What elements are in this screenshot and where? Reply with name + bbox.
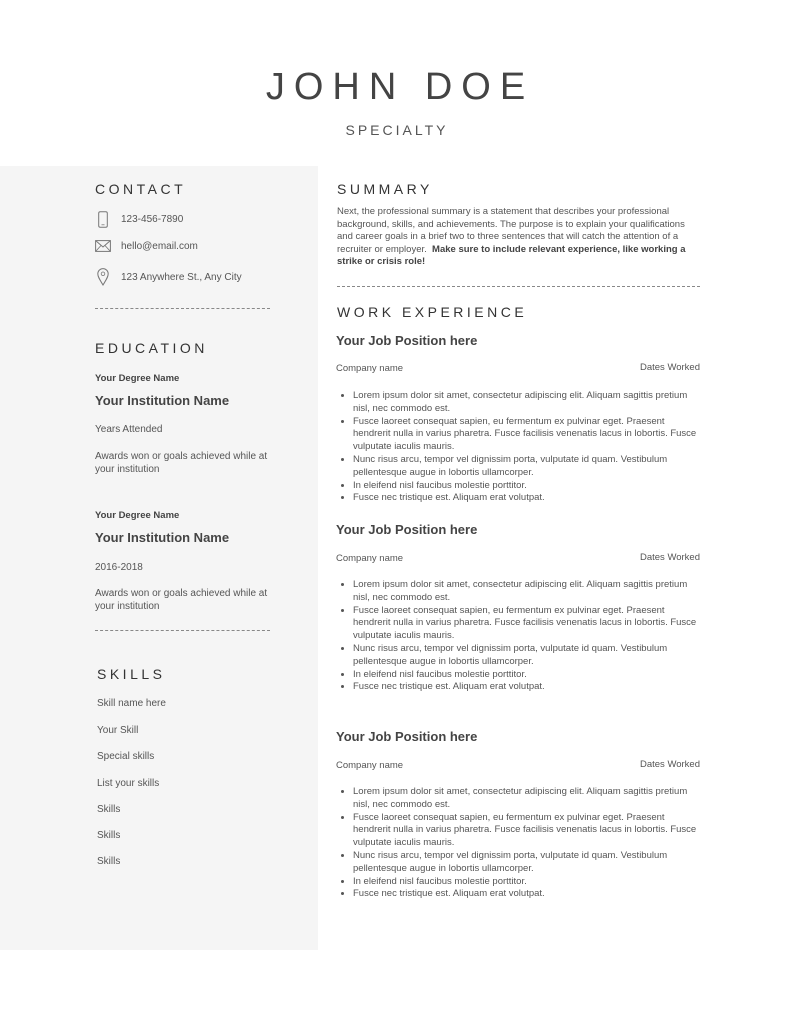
phone-icon <box>95 210 111 228</box>
skill-item: Skill name here <box>97 698 166 709</box>
education-degree: Your Degree Name <box>95 510 180 521</box>
contact-address <box>95 268 242 286</box>
divider <box>95 308 270 309</box>
job-dates: Dates Worked <box>639 552 700 563</box>
contact-phone-text: 123-456-7890 <box>121 213 184 225</box>
job-duty: • Fusce nec tristique est. Aliquam erat volutpat. <box>353 681 698 694</box>
skill-item: Your Skill <box>97 725 139 736</box>
job-position: Your Job Position here <box>336 333 478 348</box>
skill-item: Skills <box>97 804 121 815</box>
job-duties-list <box>340 579 698 694</box>
job-position: Your Job Position here <box>336 522 478 537</box>
summary-heading: SUMMARY <box>337 181 433 197</box>
skill-item: Skills <box>97 856 121 867</box>
education-years: 2016-2018 <box>95 562 143 573</box>
job-duty: • Lorem ipsum dolor sit amet, consectetur adipiscing elit. Aliquam sagittis pretium nisl, nec commodo est. <box>353 390 698 416</box>
job-duty: • Lorem ipsum dolor sit amet, consectetur adipiscing elit. Aliquam sagittis pretium nisl, nec commodo est. <box>353 579 698 605</box>
skill-item: Special skills <box>97 751 155 762</box>
location-pin-icon <box>95 268 111 286</box>
job-duty: • Nunc risus arcu, tempor vel dignissim porta, vulputate id quam. Vestibulum pellentesque augue in lobortis ullamcorper. <box>353 850 698 876</box>
job-duties-list <box>340 390 698 505</box>
job-duty: • Fusce laoreet consequat sapien, eu fermentum ex pulvinar eget. Praesent hendrerit nulla in varius pharetra. Fusce facilisis venenatis lacus in lobortis. Fusce vulputate iaculis mauris. <box>353 605 698 643</box>
education-awards: Awards won or goals achieved while at your institution <box>95 588 268 612</box>
skill-item: Skills <box>97 830 121 841</box>
contact-heading: CONTACT <box>95 181 187 197</box>
contact-phone <box>95 210 183 228</box>
contact-email <box>95 237 198 255</box>
resume-specialty: SPECIALTY <box>345 122 449 138</box>
job-company: Company name <box>336 553 404 564</box>
divider <box>95 630 270 631</box>
job-duty: • In eleifend nisl faucibus molestie porttitor. <box>353 876 698 889</box>
education-institution: Your Institution Name <box>95 393 230 408</box>
job-position: Your Job Position here <box>336 729 478 744</box>
education-years: Years Attended <box>95 424 163 435</box>
summary-body: Next, the professional summary is a statement that describes your professional background, skills, and achievements. The purpose is to explain your qualifications and career goals in a brief two to three sentences that will catch the attention of a recruiter or employer. <box>337 206 685 255</box>
job-company: Company name <box>336 760 404 771</box>
resume-name: JOHN DOE <box>265 66 535 108</box>
job-duties-list <box>340 786 698 901</box>
summary-emphasis: Make sure to include relevant experience, like working a strike or crisis role! <box>337 243 686 267</box>
skills-heading: SKILLS <box>97 666 166 682</box>
divider <box>337 286 700 287</box>
job-duty: • Fusce laoreet consequat sapien, eu fermentum ex pulvinar eget. Praesent hendrerit nulla in varius pharetra. Fusce facilisis venenatis lacus in lobortis. Fusce vulputate iaculis mauris. <box>353 416 698 454</box>
job-duty: • In eleifend nisl faucibus molestie porttitor. <box>353 480 698 493</box>
work-experience-heading: WORK EXPERIENCE <box>337 304 528 320</box>
job-duty: • Fusce laoreet consequat sapien, eu fermentum ex pulvinar eget. Praesent hendrerit nulla in varius pharetra. Fusce facilisis venenatis lacus in lobortis. Fusce vulputate iaculis mauris. <box>353 812 698 850</box>
job-duty: • Nunc risus arcu, tempor vel dignissim porta, vulputate id quam. Vestibulum pellentesque augue in lobortis ullamcorper. <box>353 454 698 480</box>
skill-item: List your skills <box>97 778 160 789</box>
education-awards: Awards won or goals achieved while at your institution <box>95 451 268 475</box>
education-heading: EDUCATION <box>95 340 208 356</box>
job-dates: Dates Worked <box>639 759 700 770</box>
job-dates: Dates Worked <box>639 362 700 373</box>
summary-text <box>337 206 701 269</box>
job-duty: • Fusce nec tristique est. Aliquam erat volutpat. <box>353 888 698 901</box>
education-institution: Your Institution Name <box>95 530 230 545</box>
contact-email-text: hello@email.com <box>121 240 198 252</box>
education-degree: Your Degree Name <box>95 373 180 384</box>
contact-address-text: 123 Anywhere St., Any City <box>121 271 242 283</box>
job-duty: • Fusce nec tristique est. Aliquam erat volutpat. <box>353 492 698 505</box>
job-company: Company name <box>336 363 404 374</box>
job-duty: • Lorem ipsum dolor sit amet, consectetur adipiscing elit. Aliquam sagittis pretium nisl, nec commodo est. <box>353 786 698 812</box>
envelope-icon <box>95 237 111 255</box>
job-duty: • In eleifend nisl faucibus molestie porttitor. <box>353 669 698 682</box>
job-duty: • Nunc risus arcu, tempor vel dignissim porta, vulputate id quam. Vestibulum pellentesque augue in lobortis ullamcorper. <box>353 643 698 669</box>
